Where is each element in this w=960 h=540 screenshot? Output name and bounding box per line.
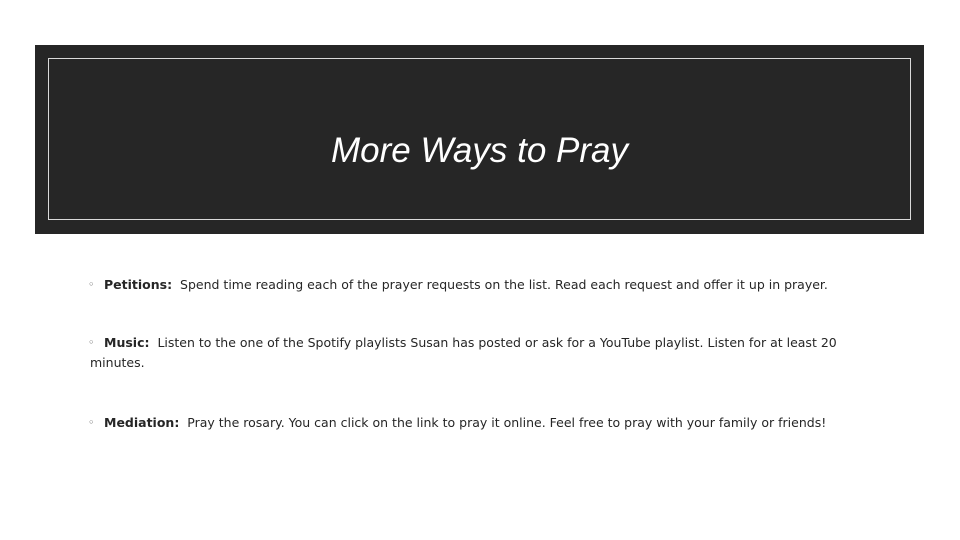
title-band <box>35 45 924 234</box>
bullet-icon: ◦ <box>88 416 95 429</box>
title-frame <box>48 58 911 220</box>
bullet-icon: ◦ <box>88 336 95 349</box>
bullet-music <box>90 333 865 373</box>
bullet-icon: ◦ <box>88 278 95 291</box>
bullet-term: Petitions: <box>104 277 173 292</box>
slide-title: More Ways to Pray <box>331 131 628 170</box>
bullet-petitions <box>90 275 865 295</box>
bullet-mediation <box>90 413 865 433</box>
bullet-text: Spend time reading each of the prayer requests on the list. Read each request and offer it up in prayer. <box>180 277 828 292</box>
bullet-term: Music: <box>104 335 150 350</box>
bullet-text: Listen to the one of the Spotify playlists Susan has posted or ask for a YouTube playlist. Listen for at least 20 minutes. <box>90 335 837 370</box>
bullet-term: Mediation: <box>104 415 180 430</box>
bullet-text: Pray the rosary. You can click on the link to pray it online. Feel free to pray with your family or friends! <box>187 415 827 430</box>
